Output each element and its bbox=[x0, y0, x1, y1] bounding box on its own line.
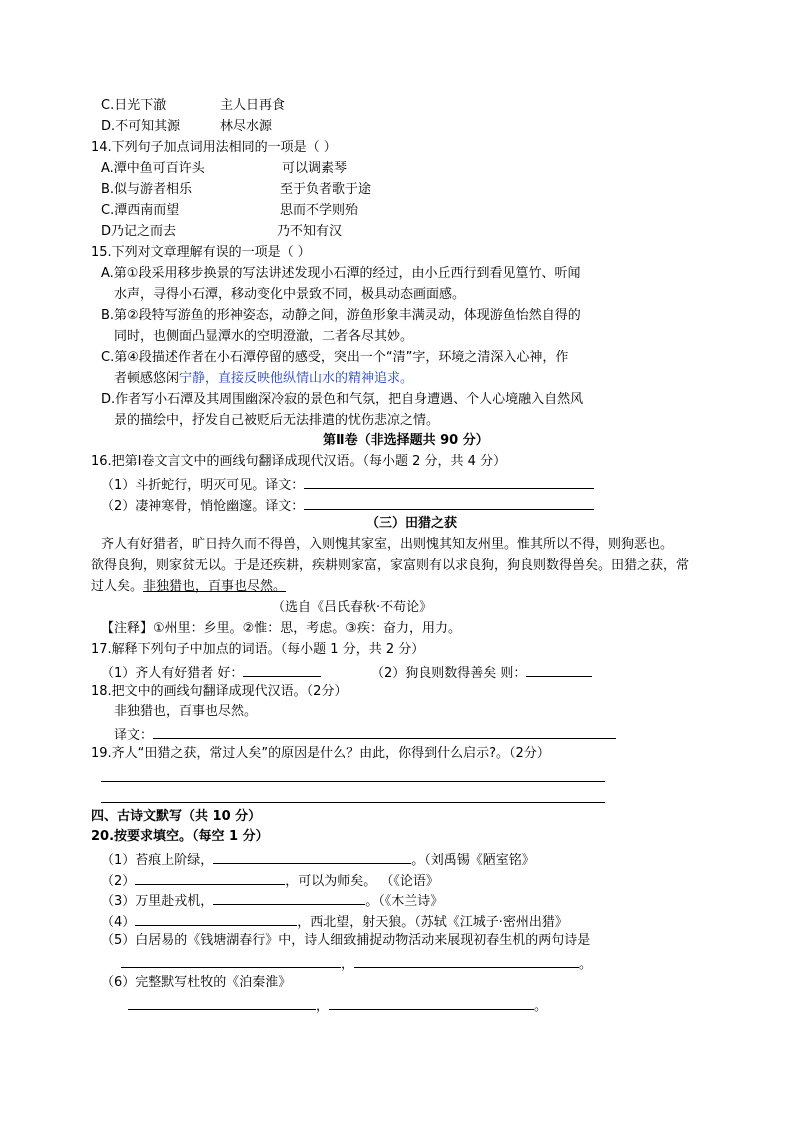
q16-sentence-2: （2）凄神寒骨，悄怆幽邃。译文： bbox=[101, 495, 594, 516]
answer-blank[interactable] bbox=[128, 995, 316, 1010]
passage-notes: 【注释】①州里：乡里。②惟：思，考虑。③疾：奋力，用力。 bbox=[101, 621, 461, 636]
q18-sentence: 非独猎也，百事也尽然。 bbox=[114, 704, 258, 719]
passage-3-title: （三）田猎之获 bbox=[366, 516, 458, 531]
answer-line[interactable] bbox=[101, 781, 605, 782]
answer-blank[interactable] bbox=[329, 995, 534, 1010]
q15-option-a-line1: A.第①段采用移步换景的写法讲述发现小石潭的经过，由小丘西行到看见篁竹、听闻 bbox=[101, 266, 581, 281]
q20-item-1: （1）苔痕上阶绿， 。（刘禹锡《陋室铭》 bbox=[101, 849, 535, 870]
q17-item-2: （2）狗良则数得善矣 则： bbox=[371, 662, 592, 683]
q20-item-4: （4） ，西北望，射天狼。（苏轼《江城子·密州出猎》 bbox=[101, 911, 568, 932]
q15-option-d-line2: 景的描绘中，抒发自己被贬后无法排遣的忧伤悲凉之情。 bbox=[114, 413, 440, 428]
q13-option-d: D.不可知其源 bbox=[101, 119, 181, 134]
answer-blank[interactable] bbox=[153, 724, 616, 739]
q15-option-c-line1: C.第④段描述作者在小石潭停留的感受，突出一个“清”字，环境之清深入心神，作 bbox=[101, 350, 569, 365]
q14-option-a: A.潭中鱼可百许头 bbox=[101, 161, 205, 176]
q20-item-2: （2） ，可以为师矣。 （《论语》 bbox=[101, 870, 439, 891]
q19-stem: 19.齐人“田猎之获，常过人矣”的原因是什么？由此，你得到什么启示?。（2分） bbox=[91, 746, 550, 761]
q20-item-5: （5）白居易的《钱塘湖春行》中，诗人细致捕捉动物活动来展现初春生机的两句诗是 bbox=[101, 933, 591, 948]
q17-stem: 17.解释下列句子中加点的词语。（每小题 1 分，共 2 分） bbox=[91, 642, 425, 657]
q15-option-c-line2: 者顿感悠闲宁静，直接反映他纵情山水的精神追求。 bbox=[114, 371, 414, 386]
q14-option-d: D乃记之而去 bbox=[101, 224, 177, 239]
q14-option-c-right: 思而不学则殆 bbox=[280, 203, 359, 218]
highlighted-text: 宁静，直接反映他纵情山水的精神追求。 bbox=[179, 371, 414, 386]
answer-blank[interactable] bbox=[354, 953, 579, 968]
answer-blank[interactable] bbox=[304, 474, 594, 489]
q15-option-b-line1: B.第②段特写游鱼的形神姿态，动静之间，游鱼形象丰满灵动，体现游鱼怡然自得的 bbox=[101, 308, 581, 323]
q18-answer: 译文： bbox=[114, 724, 616, 745]
q14-stem: 14.下列句子加点词用法相同的一项是（ ） bbox=[91, 140, 337, 155]
passage-source: （选自《吕氏春秋·不苟论》 bbox=[272, 600, 433, 615]
q20-stem: 20.按要求填空。（每空 1 分） bbox=[91, 829, 269, 844]
q16-sentence-1: （1）斗折蛇行，明灭可见。译文： bbox=[101, 474, 594, 495]
passage-line-1: 齐人有好猎者，旷日持久而不得兽，入则愧其家室，出则愧其知友州里。惟其所以不得，则狗恶也。 bbox=[101, 537, 674, 552]
answer-blank[interactable] bbox=[243, 662, 321, 677]
q18-stem: 18.把文中的画线句翻译成现代汉语。（2分） bbox=[91, 684, 348, 699]
answer-blank[interactable] bbox=[213, 890, 365, 905]
q15-option-b-line2: 同时，也侧面凸显潭水的空明澄澈，二者各尽其妙。 bbox=[114, 329, 414, 344]
answer-blank[interactable] bbox=[304, 495, 594, 510]
passage-line-2: 欲得良狗，则家贫无以。于是还疾耕，疾耕则家富，家富则有以求良狗，狗良则数得兽矣。田猎之获，常 bbox=[91, 558, 690, 573]
q20-item-5-blanks: ， 。 bbox=[121, 953, 592, 974]
answer-blank[interactable] bbox=[121, 953, 341, 968]
q16-stem: 16.把第Ⅰ卷文言文中的画线句翻译成现代汉语。（每小题 2 分，共 4 分） bbox=[91, 454, 507, 469]
q14-option-c: C.潭西南而望 bbox=[101, 203, 180, 218]
answer-line[interactable] bbox=[101, 802, 605, 803]
q14-option-a-right: 可以调素琴 bbox=[282, 161, 348, 176]
q13-option-d-right: 林尽水源 bbox=[220, 119, 273, 134]
q14-option-b: B.似与游者相乐 bbox=[101, 182, 193, 197]
q17-item-1: （1）齐人有好猎者 好： bbox=[101, 662, 321, 683]
answer-blank[interactable] bbox=[526, 662, 592, 677]
section-2-title: 第Ⅱ卷（非选择题共 90 分） bbox=[323, 433, 489, 448]
section-4-title: 四、古诗文默写（共 10 分） bbox=[91, 809, 262, 824]
answer-blank[interactable] bbox=[135, 911, 297, 926]
q15-option-d-line1: D.作者写小石潭及其周围幽深冷寂的景色和气氛，把自身遭遇、个人心境融入自然风 bbox=[101, 392, 584, 407]
q14-option-b-right: 至于负者歌于途 bbox=[280, 182, 372, 197]
q15-option-a-line2: 水声，寻得小石潭，移动变化中景致不同，极具动态画面感。 bbox=[114, 287, 466, 302]
q20-item-6-blanks: ， 。 bbox=[128, 995, 547, 1016]
passage-line-3: 过人矣。非独猎也，百事也尽然。 bbox=[91, 579, 287, 594]
q13-option-c-right: 主人日再食 bbox=[220, 98, 286, 113]
q13-option-c: C.日光下澈 bbox=[101, 98, 167, 113]
underlined-sentence: 非独猎也，百事也尽然。 bbox=[143, 579, 287, 594]
q20-item-6: （6）完整默写杜牧的《泊秦淮》 bbox=[101, 975, 292, 990]
q15-stem: 15.下列对文章理解有误的一项是（ ） bbox=[91, 245, 311, 260]
q14-option-d-right: 乃不知有汉 bbox=[277, 224, 343, 239]
q20-item-3: （3）万里赴戎机， 。（《木兰诗》 bbox=[101, 890, 443, 911]
answer-blank[interactable] bbox=[213, 849, 411, 864]
answer-blank[interactable] bbox=[135, 870, 285, 885]
